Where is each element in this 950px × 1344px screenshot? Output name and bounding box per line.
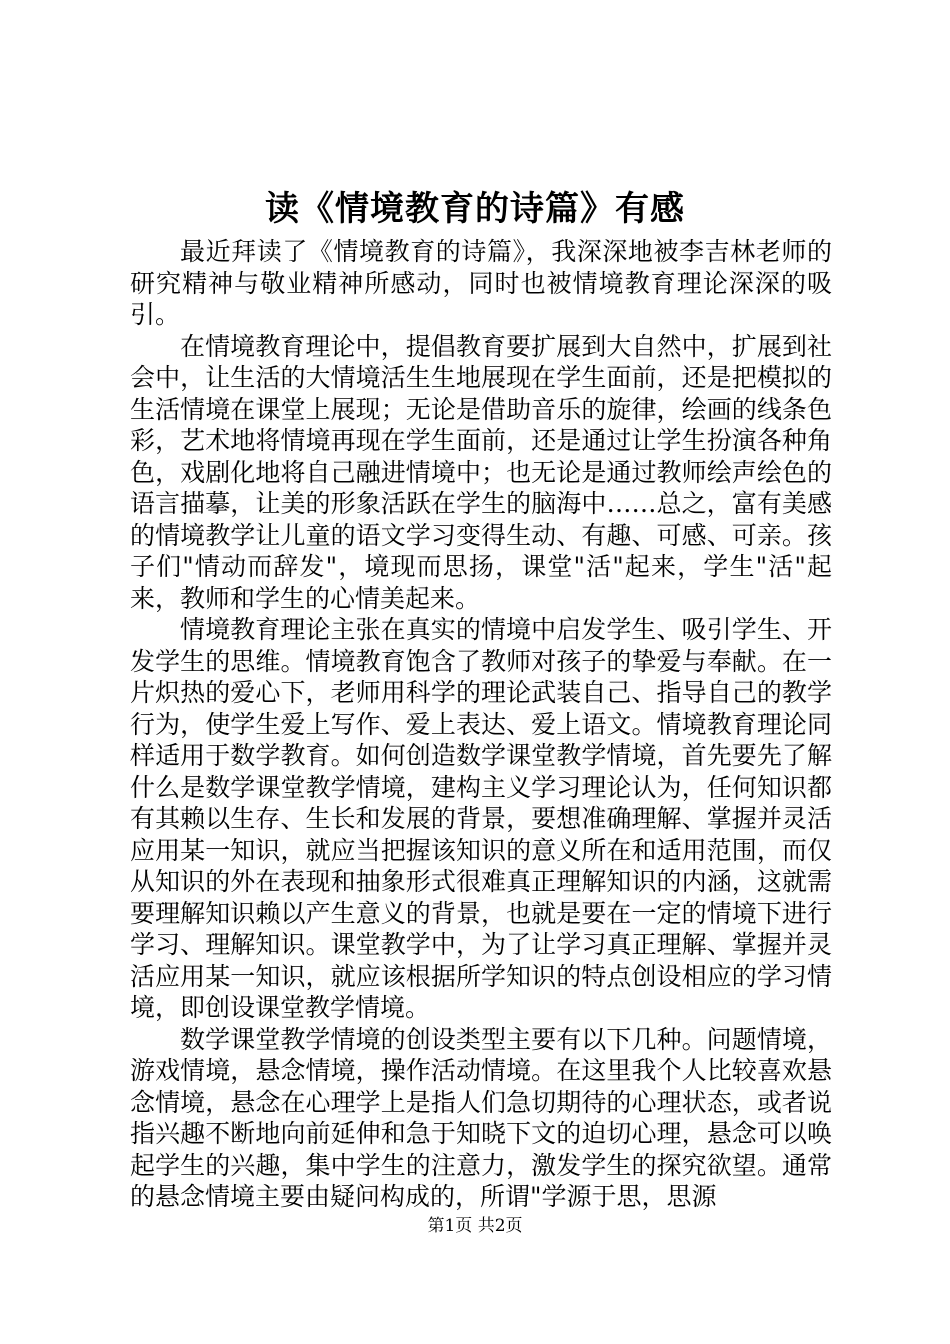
paragraph-1: 最近拜读了《情境教育的诗篇》，我深深地被李吉林老师的研究精神与敬业精神所感动，同时也被情境教育理论深深的吸引。 [130, 237, 832, 329]
document-title: 读《情境教育的诗篇》有感 [265, 189, 685, 229]
paragraph-3: 情境教育理论主张在真实的情境中启发学生、吸引学生、开发学生的思维。情境教育饱含了教师对孩子的挚爱与奉献。在一片炽热的爱心下，老师用科学的理论武装自己、指导自己的教学行为，使学生爱上写作、爱上表达、爱上语文。情境教育理论同样适用于数学教育。如何创造数学课堂教学情境，首先要先了解什么是数学课堂教学情境，建构主义学习理论认为，任何知识都有其赖以生存、生长和发展的背景，要想准确理解、掌握并灵活应用某一知识，就应当把握该知识的意义所在和适用范围，而仅从知识的外在表现和抽象形式很难真正理解知识的内涵，这就需要理解知识赖以产生意义的背景，也就是要在一定的情境下进行学习、理解知识。课堂教学中，为了让学习真正理解、掌握并灵活应用某一知识，就应该根据所学知识的特点创设相应的学习情境，即创设课堂教学情境。 [130, 615, 832, 1022]
paragraph-2: 在情境教育理论中，提倡教育要扩展到大自然中，扩展到社会中，让生活的大情境活生生地展现在学生面前，还是把模拟的生活情境在课堂上展现；无论是借助音乐的旋律，绘画的线条色彩，艺术地将情境再现在学生面前，还是通过让学生扮演各种角色，戏剧化地将自己融进情境中；也无论是通过教师绘声绘色的语言描摹，让美的形象活跃在学生的脑海中……总之，富有美感的情境教学让儿童的语文学习变得生动、有趣、可感、可亲。孩子们"情动而辞发"，境现而思扬，课堂"活"起来，学生"活"起来，教师和学生的心情美起来。 [130, 331, 832, 613]
document-body [130, 236, 832, 1213]
page-number-footer: 第1页 共2页 [427, 1216, 523, 1236]
paragraph-4: 数学课堂教学情境的创设类型主要有以下几种。问题情境，游戏情境，悬念情境，操作活动情境。在这里我个人比较喜欢悬念情境，悬念在心理学上是指人们急切期待的心理状态，或者说指兴趣不断地向前延伸和急于知晓下文的迫切心理，悬念可以唤起学生的兴趣，集中学生的注意力，激发学生的探究欲望。通常的悬念情境主要由疑问构成的，所谓"学源于思，思源 [130, 1024, 832, 1211]
